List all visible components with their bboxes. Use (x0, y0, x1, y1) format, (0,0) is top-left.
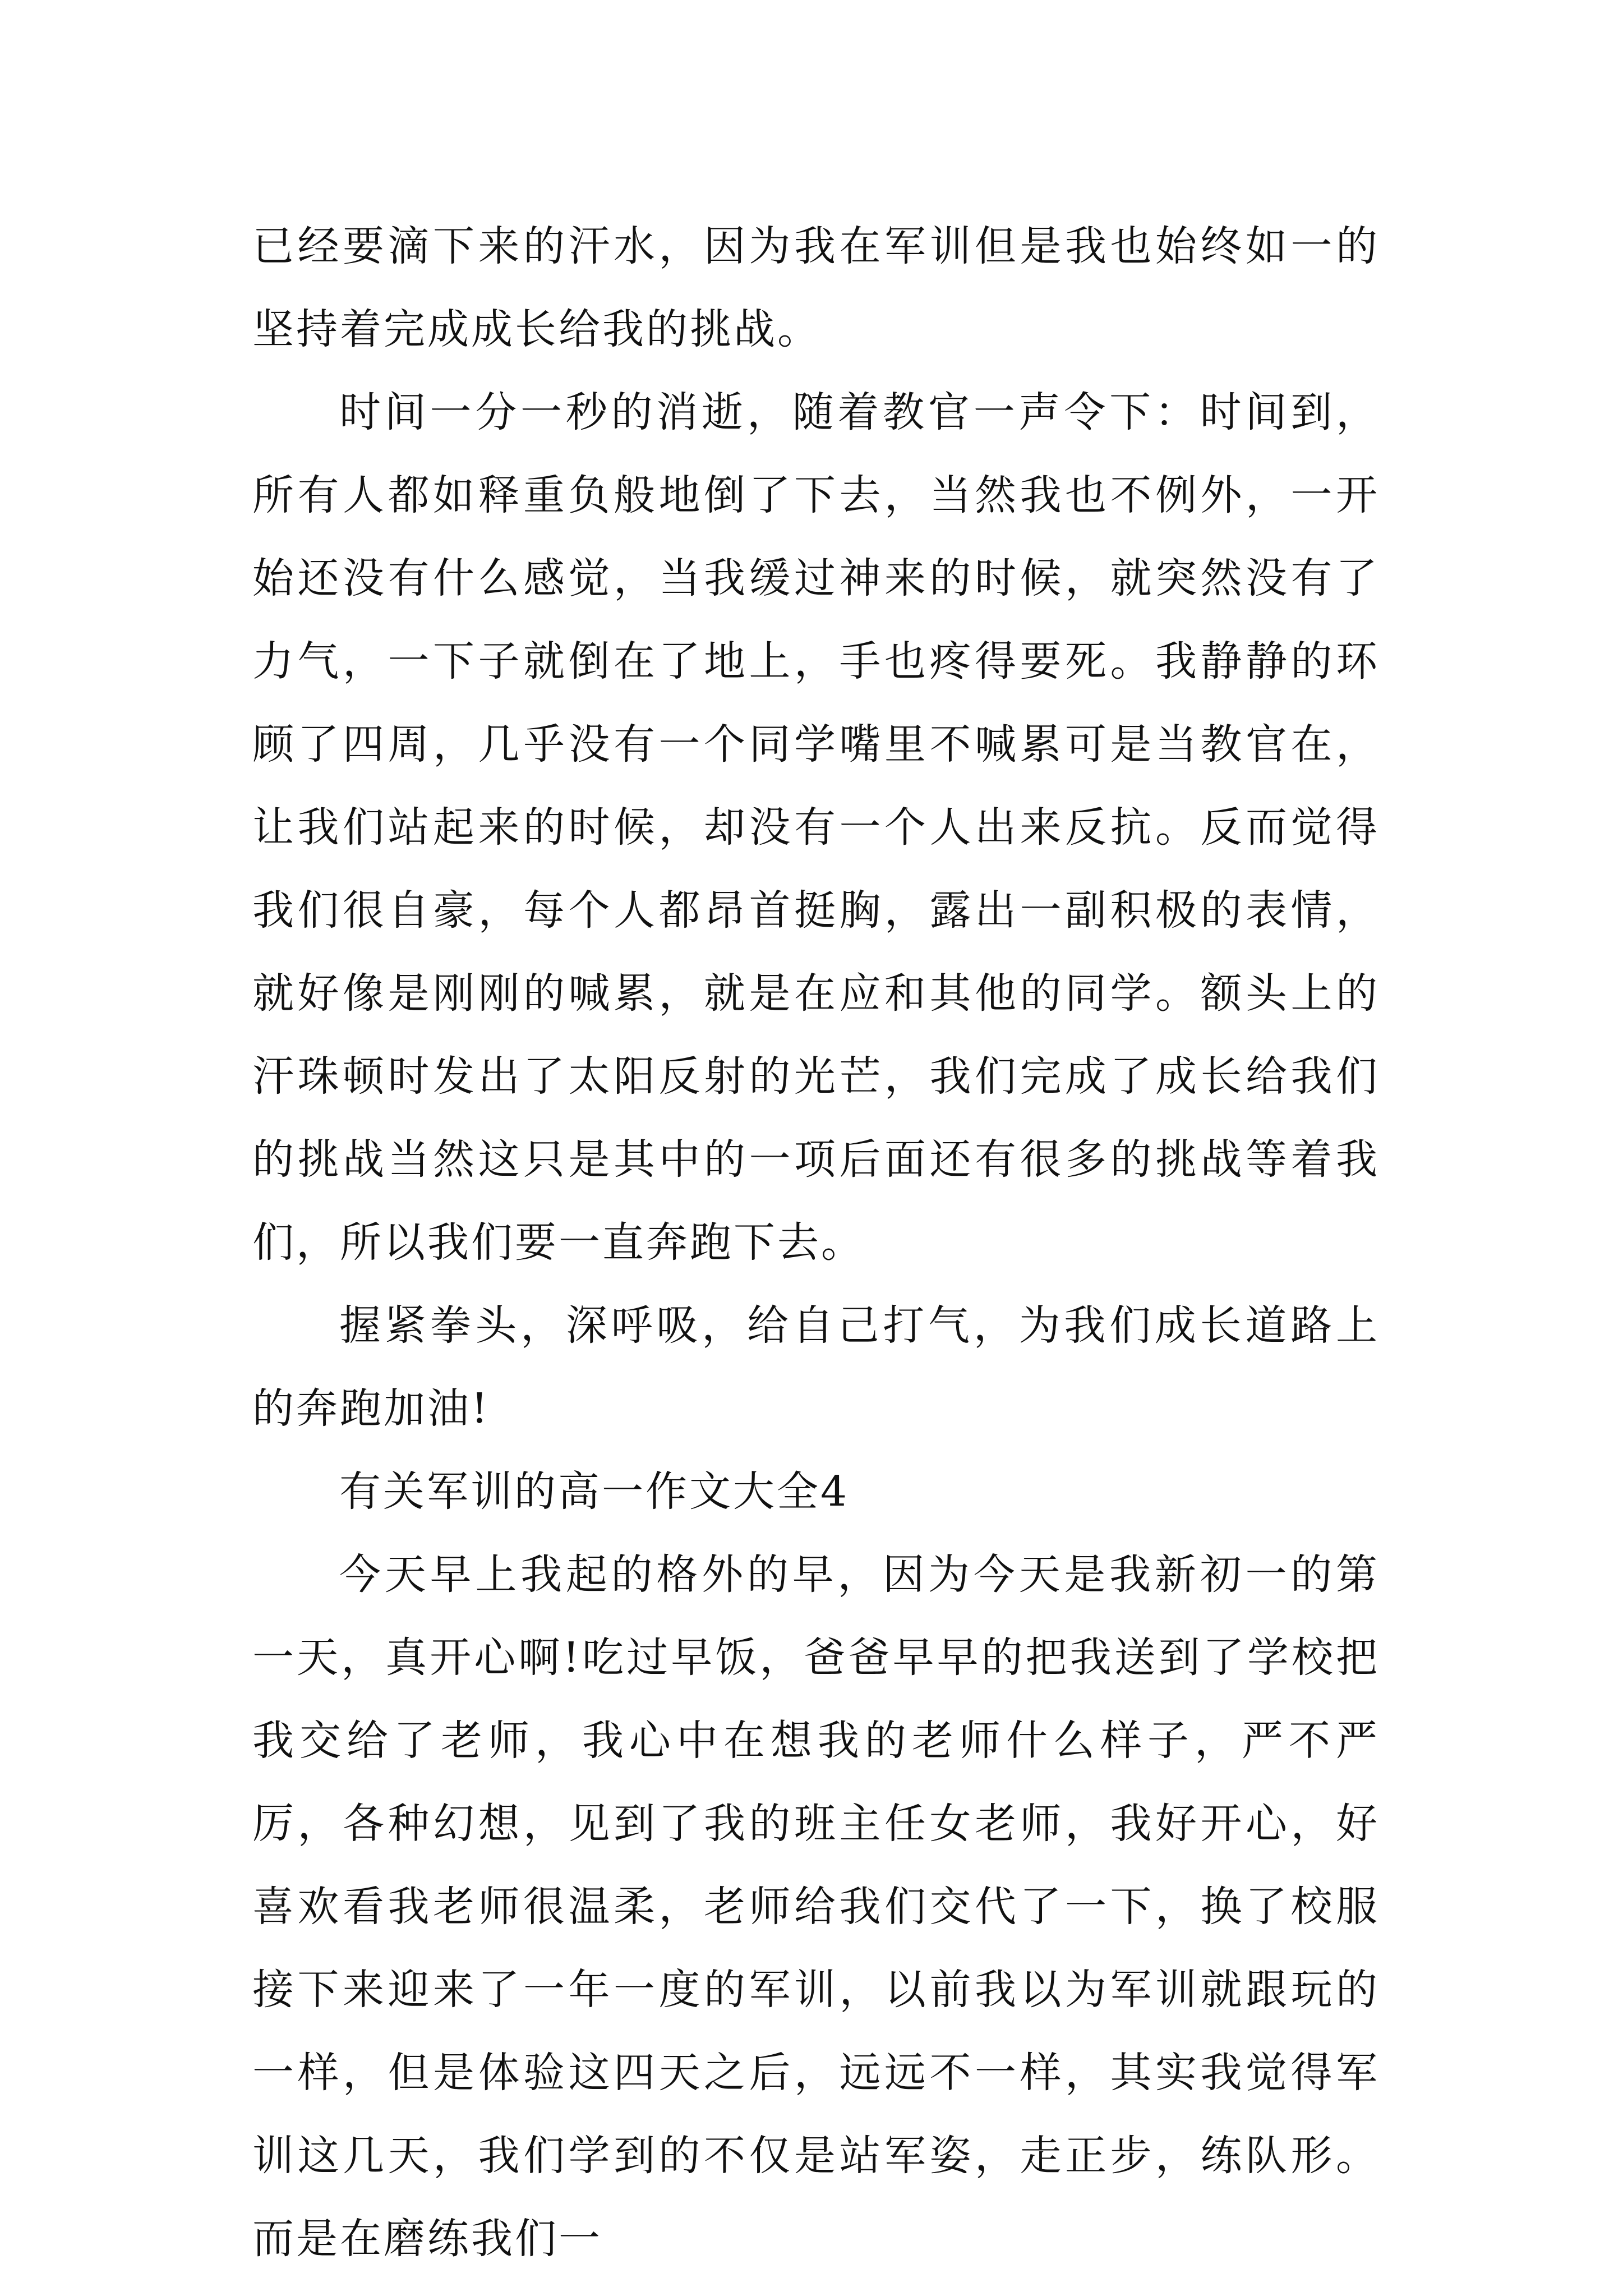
paragraph-3: 握紧拳头，深呼吸，给自己打气，为我们成长道路上的奔跑加油! (252, 1301, 1380, 1433)
paragraph-1: 已经要滴下来的汗水，因为我在军训但是我也始终如一的坚持着完成成长给我的挑战。 (252, 222, 1380, 353)
paragraph-4: 今天早上我起的格外的早，因为今天是我新初一的第一天，真开心啊!吃过早饭，爸爸早早的把我送到了学校把我交给了老师，我心中在想我的老师什么样子，严不严厉，各种幻想，见到了我的班主任女老师，我好开心，好喜欢看我老师很温柔，老师给我们交代了一下，换了校服接下来迎来了一年一度的军训，以前我以为军训就跟玩的一样，但是体验这四天之后，远远不一样，其实我觉得军训这几天，我们学到的不仅是站军姿，走正步，练队形。而是在磨练我们一 (252, 1550, 1380, 2263)
section-heading: 有关军训的高一作文大全4 (339, 1467, 850, 1516)
document-body (252, 205, 1380, 2280)
paragraph-2: 时间一分一秒的消逝，随着教官一声令下：时间到，所有人都如释重负般地倒了下去，当然我也不例外，一开始还没有什么感觉，当我缓过神来的时候，就突然没有了力气，一下子就倒在了地上，手也疼得要死。我静静的环顾了四周，几乎没有一个同学嘴里不喊累可是当教官在，让我们站起来的时候，却没有一个人出来反抗。反而觉得我们很自豪，每个人都昂首挺胸，露出一副积极的表情，就好像是刚刚的喊累，就是在应和其他的同学。额头上的汗珠顿时发出了太阳反射的光芒，我们完成了成长给我们的挑战当然这只是其中的一项后面还有很多的挑战等着我们，所以我们要一直奔跑下去。 (252, 388, 1380, 1267)
